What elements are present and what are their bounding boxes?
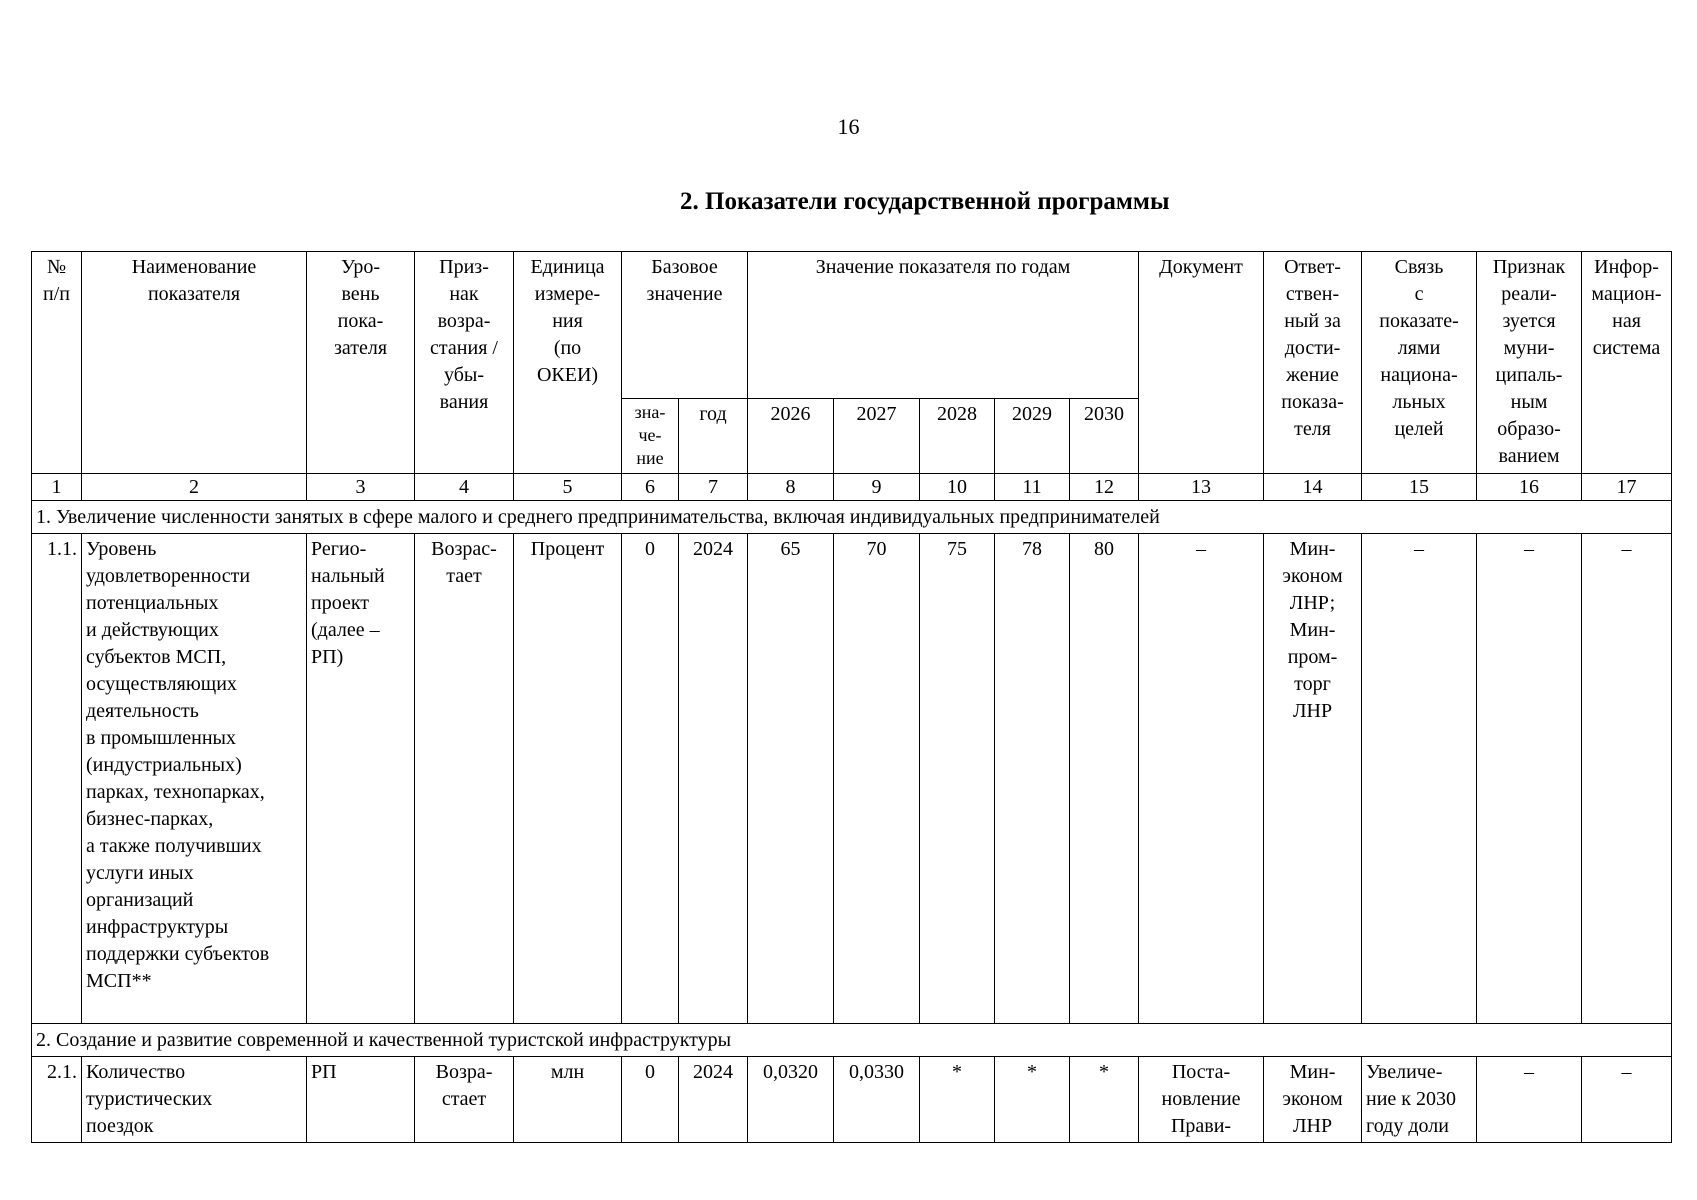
header-link: Связь с показате- лями национа- льных целей	[1362, 252, 1477, 474]
column-number: 4	[415, 474, 514, 501]
row-value-2028: *	[920, 1057, 995, 1143]
column-number: 17	[1582, 474, 1672, 501]
header-base-year: год	[679, 399, 748, 474]
header-row-1	[32, 252, 1672, 399]
column-number: 7	[679, 474, 748, 501]
page-title: 2. Показатели государственной программы	[680, 188, 1170, 215]
row-doc: Поста- новление Прави-	[1139, 1057, 1264, 1143]
row-info-system: –	[1582, 534, 1672, 1024]
header-year-2030: 2030	[1070, 399, 1139, 474]
header-year-2026: 2026	[748, 399, 834, 474]
row-num: 1.1.	[32, 534, 82, 1024]
table-row	[32, 534, 1672, 1024]
row-value-2027: 0,0330	[834, 1057, 920, 1143]
header-year-2027: 2027	[834, 399, 920, 474]
table-row	[32, 1057, 1672, 1143]
column-number: 2	[82, 474, 307, 501]
header-responsible: Ответ- ствен- ный за дости- жение показа- теля	[1264, 252, 1362, 474]
header-doc: Документ	[1139, 252, 1264, 474]
row-sign: Возра- стает	[415, 1057, 514, 1143]
row-municipal: –	[1477, 534, 1582, 1024]
row-responsible: Мин- эконом ЛНР; Мин- пром- торг ЛНР	[1264, 534, 1362, 1024]
row-level: Регио- нальный проект (далее – РП)	[307, 534, 415, 1024]
header-num: № п/п	[32, 252, 82, 474]
column-number: 3	[307, 474, 415, 501]
header-level: Уро- вень пока- зателя	[307, 252, 415, 474]
column-number: 5	[514, 474, 622, 501]
row-link: –	[1362, 534, 1477, 1024]
row-value-2028: 75	[920, 534, 995, 1024]
column-number: 12	[1070, 474, 1139, 501]
row-unit: млн	[514, 1057, 622, 1143]
row-num: 2.1.	[32, 1057, 82, 1143]
row-level: РП	[307, 1057, 415, 1143]
column-number: 15	[1362, 474, 1477, 501]
section-row	[32, 501, 1672, 534]
indicators-table	[31, 251, 1672, 1143]
row-base-year: 2024	[679, 534, 748, 1024]
row-base-year: 2024	[679, 1057, 748, 1143]
header-sign: Приз- нак возра- стания / убы- вания	[415, 252, 514, 474]
column-number: 16	[1477, 474, 1582, 501]
row-name: Количество туристических поездок	[82, 1057, 307, 1143]
header-by-years: Значение показателя по годам	[748, 252, 1139, 399]
column-number: 6	[622, 474, 679, 501]
row-value-2029: 78	[995, 534, 1070, 1024]
row-value-2026: 65	[748, 534, 834, 1024]
section-title: 2. Создание и развитие современной и качественной туристской инфраструктуры	[32, 1024, 1672, 1057]
row-info-system: –	[1582, 1057, 1672, 1143]
column-number: 1	[32, 474, 82, 501]
column-number: 11	[995, 474, 1070, 501]
row-value-2026: 0,0320	[748, 1057, 834, 1143]
row-responsible: Мин- эконом ЛНР	[1264, 1057, 1362, 1143]
column-number: 14	[1264, 474, 1362, 501]
header-base: Базовое значение	[622, 252, 748, 399]
column-number: 8	[748, 474, 834, 501]
row-value-2029: *	[995, 1057, 1070, 1143]
row-value-2030: *	[1070, 1057, 1139, 1143]
column-number: 10	[920, 474, 995, 501]
row-link: Увеличе- ние к 2030 году доли	[1362, 1057, 1477, 1143]
section-title: 1. Увеличение численности занятых в сфере малого и среднего предпринимательства, включая индивидуальных предпринимателей	[32, 501, 1672, 534]
page-number: 16	[837, 114, 860, 139]
row-value-2027: 70	[834, 534, 920, 1024]
row-doc: –	[1139, 534, 1264, 1024]
header-year-2029: 2029	[995, 399, 1070, 474]
row-value-2030: 80	[1070, 534, 1139, 1024]
row-name: Уровень удовлетворенности потенциальных и действующих субъектов МСП, осуществляющих деятельность в промышленных (индустриальных) парках, технопарках, бизнес-парках, а также получивших услуги иных организаций инфраструктуры поддержки субъектов МСП**	[82, 534, 307, 1024]
row-municipal: –	[1477, 1057, 1582, 1143]
column-number: 13	[1139, 474, 1264, 501]
row-unit: Процент	[514, 534, 622, 1024]
row-base-value: 0	[622, 1057, 679, 1143]
header-year-2028: 2028	[920, 399, 995, 474]
header-unit: Единица измере- ния (по ОКЕИ)	[514, 252, 622, 474]
header-municipal: Признак реали- зуется муни- ципаль- ным образо- ванием	[1477, 252, 1582, 474]
section-row	[32, 1024, 1672, 1057]
header-base-value: зна- че- ние	[622, 399, 679, 474]
row-sign: Возрас- тает	[415, 534, 514, 1024]
row-base-value: 0	[622, 534, 679, 1024]
column-numbers-row	[32, 474, 1672, 501]
header-info-system: Инфор- мацион- ная система	[1582, 252, 1672, 474]
column-number: 9	[834, 474, 920, 501]
header-name: Наименование показателя	[82, 252, 307, 474]
